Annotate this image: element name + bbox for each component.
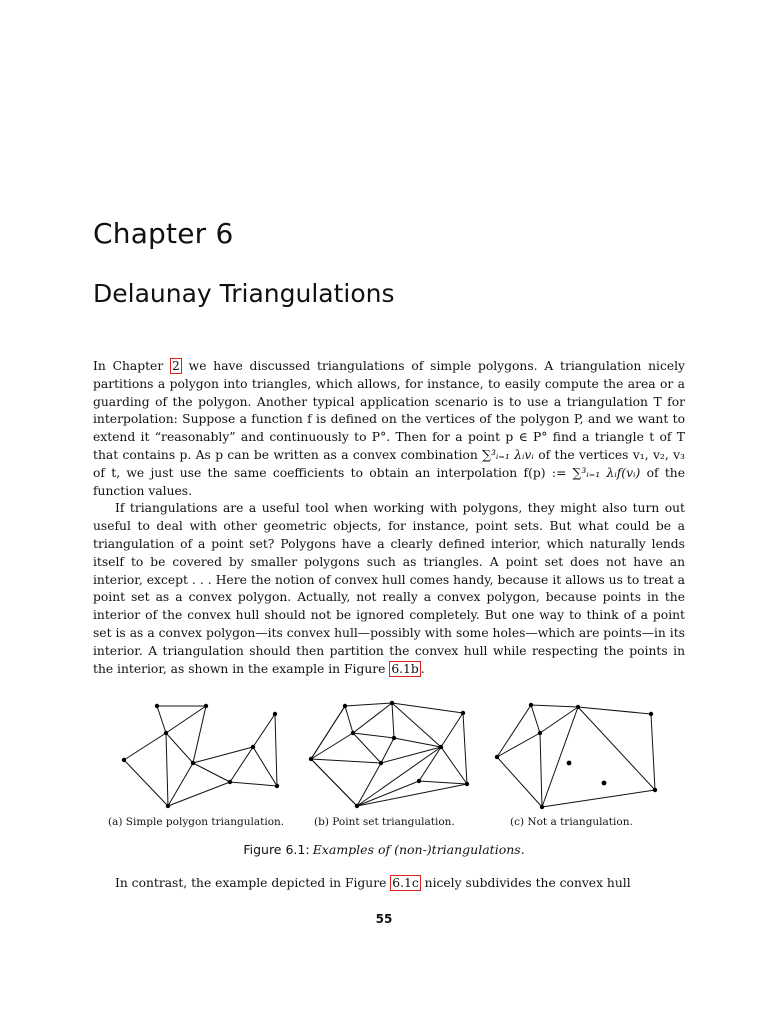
figure-6-1b-reference-link[interactable]: 6.1b: [391, 661, 419, 676]
sum-expression-2: ³ᵢ₌₁ λᵢf(vᵢ): [581, 465, 641, 480]
paragraph-1-text-c: of the vertices v₁, v₂, v₃ of t, we just use the same coefficients to obtain an interpolation f(p) := ∑: [93, 447, 685, 480]
figure-a-vertices: [122, 704, 279, 808]
body-text: [93, 358, 685, 678]
figure-a-polygon-triangulation: [115, 697, 295, 817]
paragraph-1-text-d: of the function values.: [93, 465, 685, 498]
paragraph-2-text-a: If triangulations are a useful tool when working with polygons, they might also turn out useful to deal with other geometric objects, for instance, point sets. But what could be a triangulation of a point set? Polygons have a clearly defined interior, which naturally lends itself to be covered by smaller polygons such as triangles. A point set does not have an interior, except . . . Here the notion of convex hull comes handy, because it allows us to treat a point set as a convex polygon. Actually, not really a convex polygon, because points in the interior of the convex hull should not be ignored completely. But one way to think of a point set is as a convex polygon—its convex hull—possibly with some holes—which are points—in its interior. A triangulation should then partition the convex hull while respecting the points in the interior, as shown in the example in Figure: [93, 501, 685, 676]
paragraph-2-text-b: .: [420, 661, 425, 676]
figure-b-vertices: [309, 701, 469, 808]
paragraph-1-text-b: we have discussed triangulations of simple polygons. A triangulation nicely partitions a polygon into triangles, which allows, for instance, to easily compute the area or a guarding of the polygon. Another typical application scenario is to use a triangulation T for interpolation: Suppose a function f is defined on the vertices of the polygon P, and we want to extend it “reasonably” and continuously to P°. Then for a point p ∈ P° find a triangle t of T that contains p. As p can be written as a convex combination ∑: [93, 359, 685, 462]
page-number: 55: [375, 912, 393, 926]
figure-c-not-a-triangulation: [490, 697, 670, 817]
sum-expression-1: ³ᵢ₌₁ λᵢvᵢ: [490, 447, 534, 462]
paragraph-1-text-a: In Chapter: [93, 359, 171, 373]
paragraph-3: [93, 875, 685, 893]
figure-6-1c-reference-link[interactable]: 6.1c: [392, 876, 419, 890]
paragraph-2: [93, 500, 685, 678]
paragraph-3-text-b: nicely subdivides the convex hull: [420, 876, 631, 890]
figure-caption-text: Examples of (non-)triangulations.: [312, 842, 525, 857]
chapter-label: Chapter 6: [93, 217, 234, 250]
chapter-2-reference-link[interactable]: 2: [172, 359, 180, 373]
subcaption-c: (c) Not a triangulation.: [510, 816, 633, 828]
figure-b-point-set-triangulation: [305, 697, 475, 817]
subcaption-b: (b) Point set triangulation.: [314, 816, 455, 828]
paragraph-1: [93, 358, 685, 500]
subcaption-a: (a) Simple polygon triangulation.: [108, 816, 285, 828]
figure-label: Figure 6.1:: [243, 842, 310, 857]
paragraph-3-text-a: In contrast, the example depicted in Figure: [115, 876, 391, 890]
chapter-title: Delaunay Triangulations: [93, 279, 395, 308]
figure-caption: [0, 842, 768, 858]
